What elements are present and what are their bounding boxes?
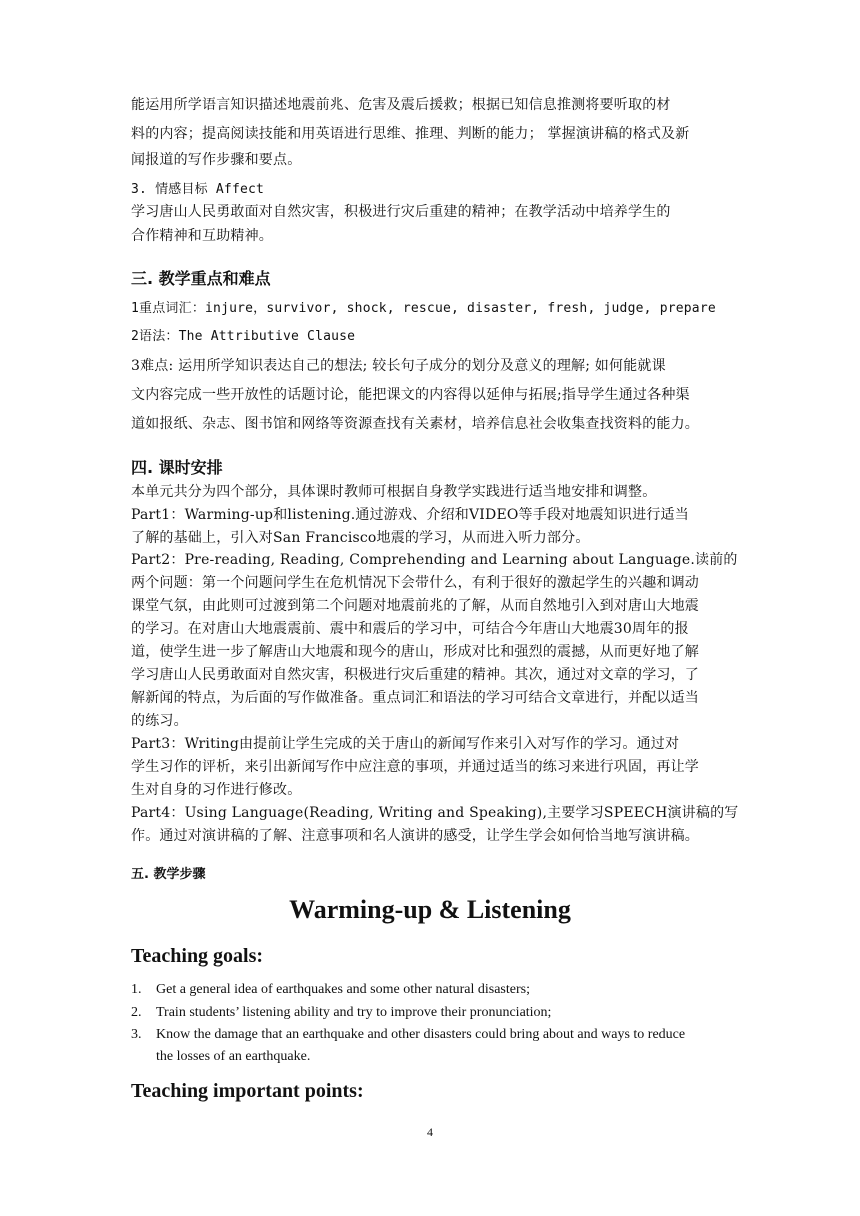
section4-line-7: 的学习。在对唐山大地震震前、震中和震后的学习中，可结合今年唐山大地震30周年的报	[131, 621, 689, 637]
section4-line-13: 学生习作的评析，来引出新闻写作中应注意的事项，并通过适当的练习来进行巩固，再让学	[131, 759, 699, 775]
intro-line-2: 料的内容；提高阅读技能和用英语进行思维、推理、判断的能力； 掌握演讲稿的格式及新	[131, 126, 690, 142]
affect-line-1: 学习唐山人民勇敢面对自然灾害，积极进行灾后重建的精神；在教学活动中培养学生的	[131, 204, 671, 220]
section4-line-12: Part3：Writing由提前让学生完成的关于唐山的新闻写作来引入对写作的学习。通过对	[131, 736, 680, 752]
teaching-important-points-heading: Teaching important points:	[131, 1080, 364, 1102]
intro-line-1: 能运用所学语言知识描述地震前兆、危害及震后援救；根据已知信息推测将要听取的材	[131, 97, 671, 113]
goal-number: 1.	[131, 982, 142, 997]
section4-line-10: 解新闻的特点，为后面的写作做准备。重点词汇和语法的学习可结合文章进行，并配以适当	[131, 690, 699, 706]
section4-line-8: 道，使学生进一步了解唐山大地震和现今的唐山，形成对比和强烈的震撼，从而更好地了解	[131, 644, 699, 660]
affect-line-2: 合作精神和互助精神。	[131, 228, 273, 244]
section4-line-3: 了解的基础上，引入对San Francisco地震的学习，从而进入听力部分。	[131, 530, 590, 546]
section3-heading: 三. 教学重点和难点	[131, 269, 271, 288]
goal-number: 2.	[131, 1005, 142, 1020]
section4-heading: 四. 课时安排	[131, 458, 223, 477]
goal-text: Train students’ listening ability and try to improve their pronunciation;	[156, 1005, 552, 1020]
goal-text: Get a general idea of earthquakes and some other natural disasters;	[156, 982, 530, 997]
section4-line-6: 课堂气氛，由此则可过渡到第二个问题对地震前兆的了解，从而自然地引入到对唐山大地震	[131, 598, 699, 614]
goal-number: 3.	[131, 1027, 142, 1042]
affect-heading: 3. 情感目标 Affect	[131, 182, 265, 197]
intro-line-3: 闻报道的写作步骤和要点。	[131, 152, 302, 168]
goal-text: Know the damage that an earthquake and other disasters could bring about and ways to reduce	[156, 1027, 686, 1042]
section4-line-4: Part2：Pre-reading, Reading, Comprehending and Learning about Language.读前的	[131, 552, 738, 568]
section5-heading: 五. 教学步骤	[131, 867, 206, 882]
section4-line-15: Part4：Using Language(Reading, Writing and Speaking),主要学习SPEECH演讲稿的写	[131, 805, 739, 821]
section3-vocab: 1重点词汇：injure，survivor, shock, rescue, disaster, fresh, judge, prepare	[131, 301, 716, 316]
section4-line-16: 作。通过对演讲稿的了解、注意事项和名人演讲的感受，让学生学会如何恰当地写演讲稿。	[131, 828, 699, 844]
section3-difficulty-3: 道如报纸、杂志、图书馆和网络等资源查找有关素材，培养信息社会收集查找资料的能力。	[131, 416, 699, 432]
section4-line-14: 生对自身的习作进行修改。	[131, 782, 302, 798]
page-number: 4	[427, 1125, 433, 1139]
lesson-title: Warming-up & Listening	[289, 895, 571, 924]
section4-line-2: Part1：Warming-up和listening.通过游戏、介绍和VIDEO等手段对地震知识进行适当	[131, 507, 689, 523]
section3-difficulty-1: 3难点: 运用所学知识表达自己的想法; 较长句子成分的划分及意义的理解; 如何能就课	[131, 358, 666, 374]
section3-grammar: 2语法：The Attributive Clause	[131, 329, 356, 344]
section3-difficulty-2: 文内容完成一些开放性的话题讨论，能把课文的内容得以延伸与拓展;指导学生通过各种渠	[131, 387, 690, 403]
section4-line-1: 本单元共分为四个部分，具体课时教师可根据自身教学实践进行适当地安排和调整。	[131, 484, 657, 500]
section4-line-11: 的练习。	[131, 713, 188, 729]
section4-line-9: 学习唐山人民勇敢面对自然灾害，积极进行灾后重建的精神。其次，通过对文章的学习，了	[131, 667, 699, 683]
section4-line-5: 两个问题：第一个问题问学生在危机情况下会带什么，有利于很好的激起学生的兴趣和调动	[131, 575, 699, 591]
goal-text-continued: the losses of an earthquake.	[156, 1049, 311, 1064]
teaching-goals-heading: Teaching goals:	[131, 945, 264, 967]
